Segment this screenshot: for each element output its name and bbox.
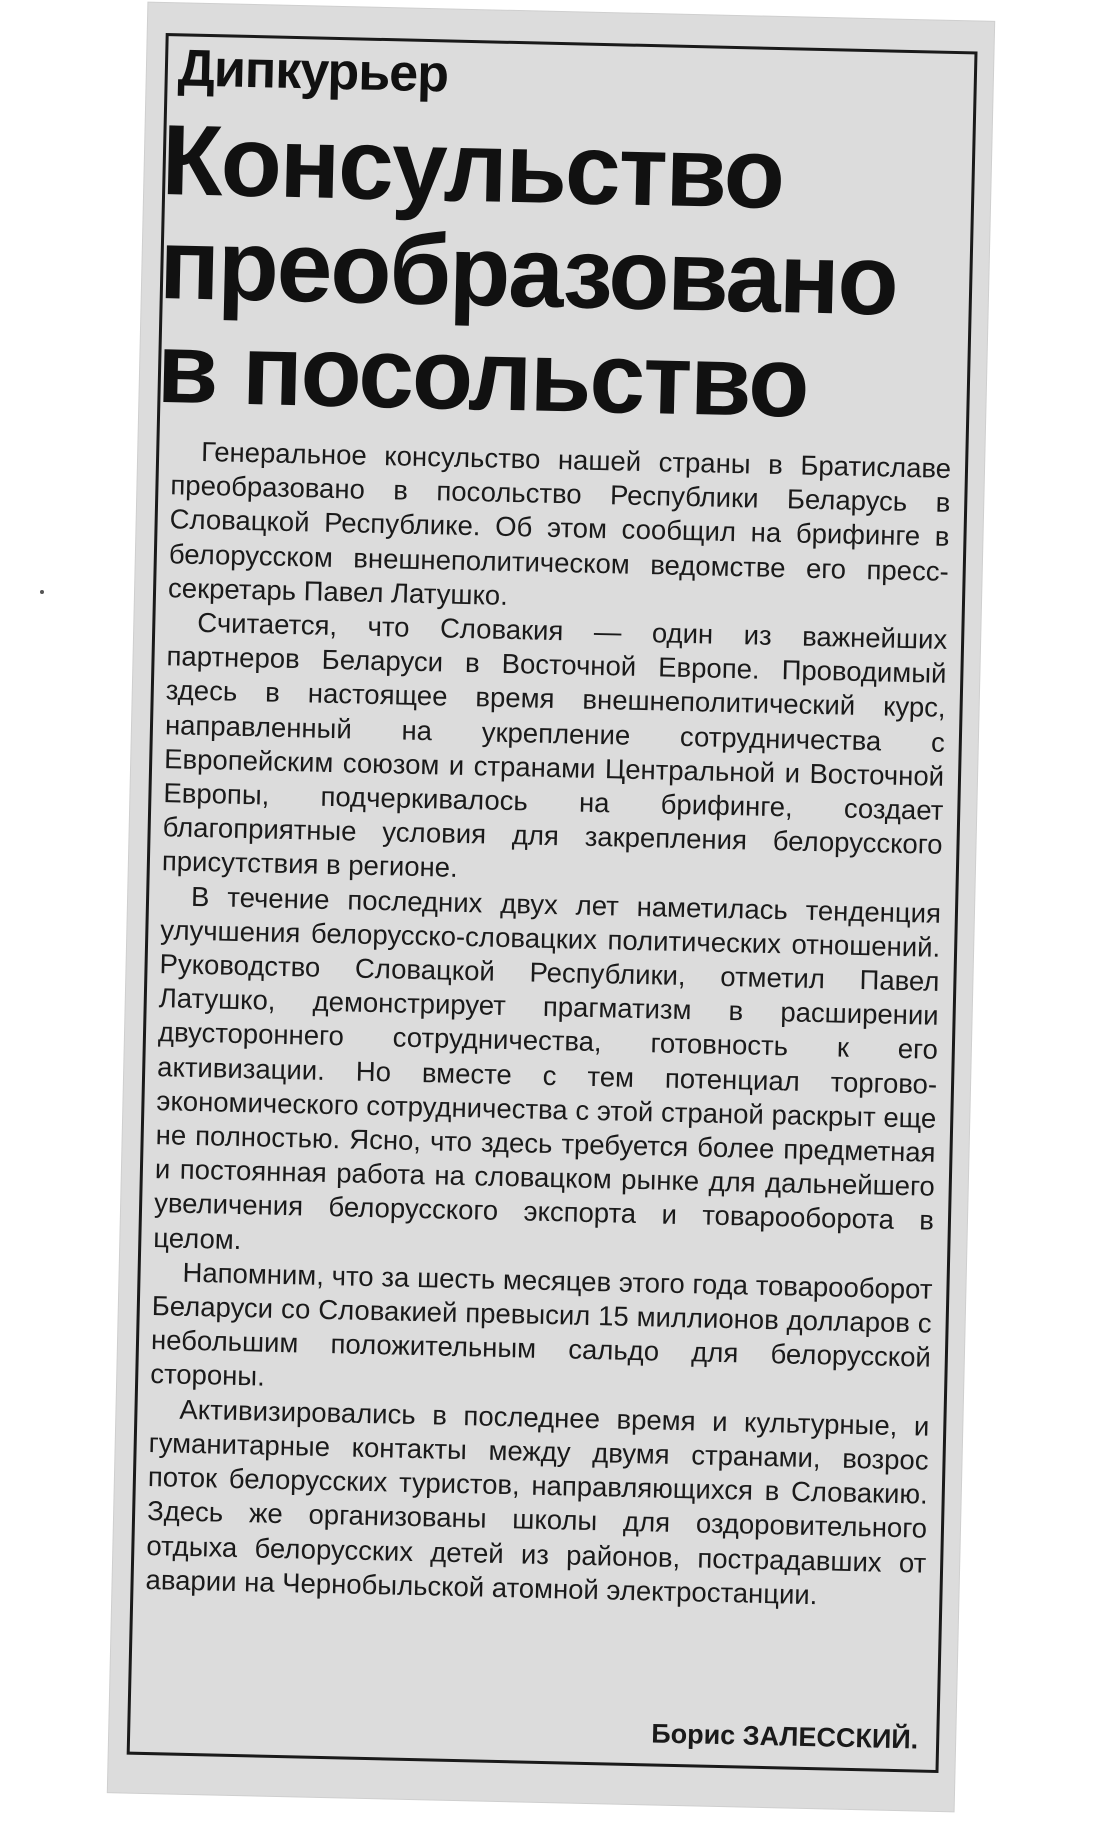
byline: Борис ЗАЛЕССКИЙ. [650, 1718, 919, 1755]
headline [155, 103, 973, 439]
article-body [145, 434, 951, 1614]
article-paragraph: Напомним, что за шесть месяцев этого года товарооборот Беларуси со Словакией превысил 15 миллионов долларов с небольшим положительным сальдо для белорусской стороны. [149, 1256, 933, 1393]
article-paragraph: Активизировались в последнее время и культурные, и гуманитарные контакты между двумя странами, возрос поток белорусских туристов, направляющихся в Словакию. Здесь же организованы школы для оздоровительного отдыха белорусских детей из районов, пострадавших от аварии на Чернобыльской атомной электростанции. [145, 1393, 930, 1610]
article-paragraph: В течение последних двух лет наметилась тенденция улучшения белорусско-словацких политических отношений. Руководство Словацкой Республики, отметил Павел Латушко, демонстрирует прагматизм в расширении двустороннего сотрудничества, готовность к его активизации. Но вместе с тем потенциал торгово-экономического сотрудничества с этой страной раскрыт еще не полностью. Ясно, что здесь требуется более предметная и постоянная работа на словацком рынке для дальнейшего увеличения белорусского экспорта и товарооборота в целом. [153, 880, 942, 1255]
newspaper-clipping [108, 3, 994, 1812]
headline-line: в посольство [155, 311, 809, 439]
article-frame [127, 33, 978, 1773]
rubric-label: Дипкурьер [177, 39, 449, 104]
article-paragraph: Генеральное консульство нашей страны в Братиславе преобразовано в посольство Республики Беларусь в Словацкой Республике. Об этом сообщил на брифинге в белорусском внешнеполитическом ведомстве его пресс-секретарь Павел Латушко. [167, 435, 952, 611]
paper-speck [40, 590, 44, 594]
headline-line: Консульство [160, 103, 785, 231]
article-paragraph: Считается, что Словакия — один из важнейших партнеров Беларуси в Восточной Европе. Проводимый здесь в настоящее время внешнеполитический курс, направленный на укрепление сотрудничества с Европейским союзом и странами Центральной и Восточной Европы, подчеркивалось на брифинге, создает благоприятные условия для закрепления белорусского присутствия в регионе. [161, 606, 948, 884]
headline-line: преобразовано [158, 207, 899, 337]
